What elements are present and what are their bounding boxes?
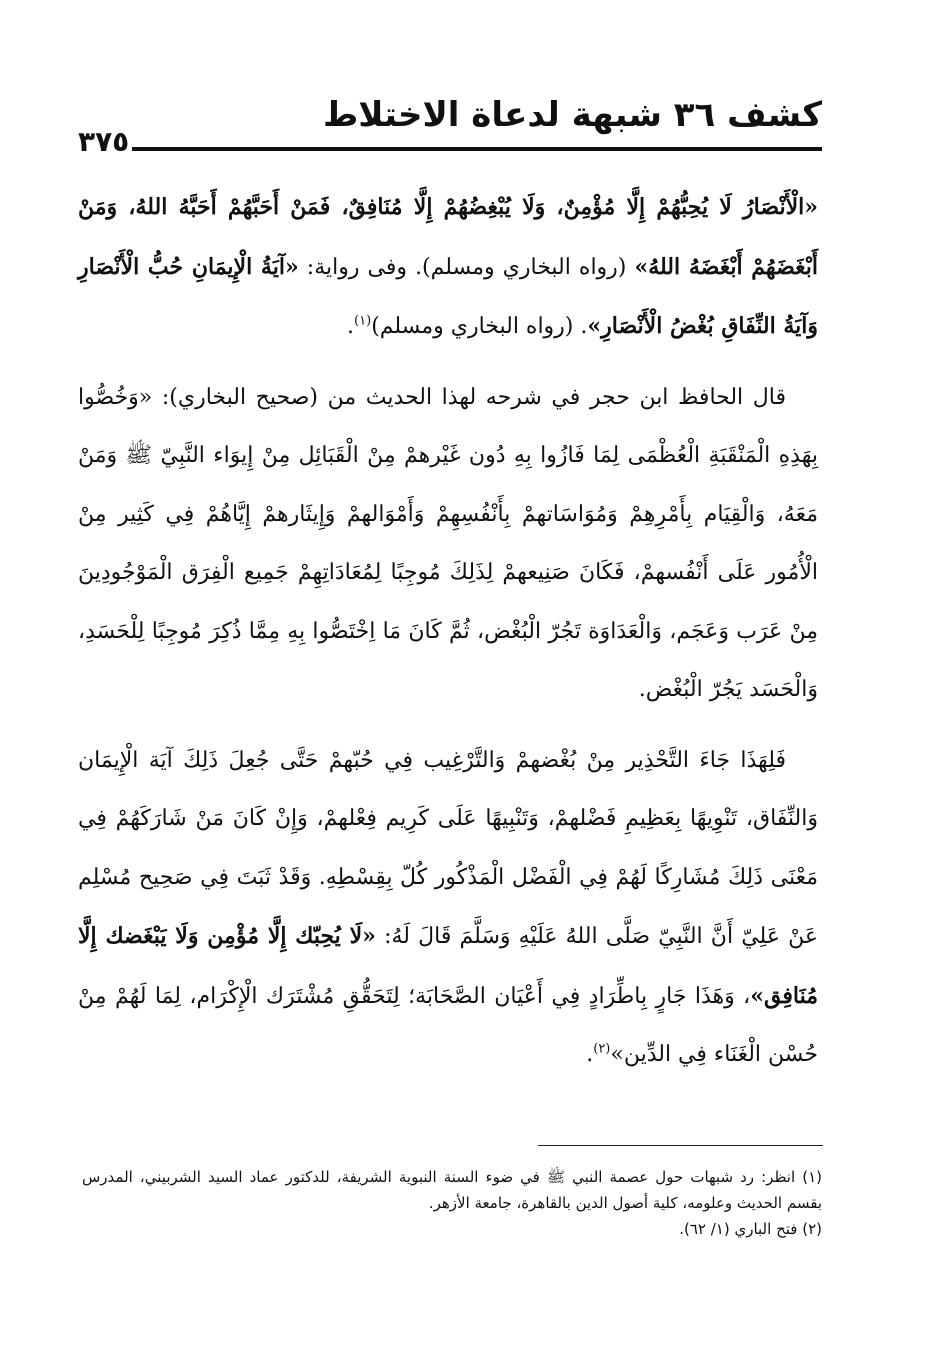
hadith-quote-3: «لَا يُحِبّك إِلَّا مُؤْمِن وَلَا يَبْغَضك إِلَّا مُنَافِق» xyxy=(78,923,818,1009)
main-text xyxy=(78,178,818,1097)
paragraph-1 xyxy=(78,178,818,357)
footnote-ref-1[interactable]: (١) xyxy=(354,313,372,329)
citation-1: (رواه البخاري ومسلم). وفى رواية: xyxy=(298,254,635,280)
footnote-1: (١) انظر: رد شبهات حول عصمة النبي ﷺ في ضوء السنة النبوية الشريفة، للدكتور عماد السيد الشربيني، المدرس بقسم الحديث وعلومه، كلية أصول الدين بالقاهرة، جامعة الأزهر. xyxy=(82,1168,822,1212)
hadith-quote-1: «الْأَنْصَارُ لَا يُحِبُّهُمْ إِلَّا مُؤْمِنٌ، وَلَا يُبْغِضُهُمْ إِلَّا مُنَافِقٌ، فَمَنْ أَحَبَّهُمْ أَحَبَّهُ اللهُ، وَمَنْ أَبْغَضَهُمْ أَبْغَضَهُ اللهُ» xyxy=(78,194,818,280)
footnote-2: (٢) فتح الباري (١/ ٦٢). xyxy=(679,1220,822,1238)
paragraph-3 xyxy=(78,732,818,1085)
paragraph-3-text: فَلِهَذَا جَاءَ التَّحْذِير مِنْ بُغْضهمْ وَالتَّرْغِيب فِي حُبّهمْ حَتَّى جُعِلَ ذَلِكَ آيَة الْإِيمَان وَالنِّفَاق، تَنْوِيهًا بِعَظِيمِ فَضْلهمْ، وَتَنْبِيهًا عَلَى كَرِيم فِعْلهمْ، وَإِنْ كَانَ مَنْ شَارَكَهُمْ فِي مَعْنَى ذَلِكَ مُشَارِكًا لَهُمْ فِي الْفَضْل الْمَذْكُور كُلّ بِقِسْطِهِ. وَقَدْ ثَبَتَ فِي صَحِيح مُسْلِم عَنْ عَلِيّ أَنَّ النَّبِيّ صَلَّى اللهُ عَلَيْهِ وَسَلَّمَ قَالَ لَهُ: xyxy=(78,747,819,949)
paragraph-3-end: . xyxy=(586,1042,594,1067)
page-header xyxy=(70,95,822,158)
hadith-quote-2: «آيَةُ الْإِيمَانِ حُبُّ الْأَنْصَارِ وَآيَةُ النِّفَاقِ بُغْضُ الْأَنْصَارِ» xyxy=(78,253,818,339)
running-title: كشف ٣٦ شبهة لدعاة الاختلاط xyxy=(322,95,822,135)
citation-2: . (رواه البخاري ومسلم) xyxy=(371,314,588,339)
paragraph-1-end: . xyxy=(347,314,355,339)
paragraph-2: قال الحافظ ابن حجر في شرحه لهذا الحديث من (صحيح البخاري): «وَخُصُّوا بِهَذِهِ الْمَنْقَبَةِ الْعُظْمَى لِمَا فَازُوا بِهِ دُون غَيْرهمْ مِنْ الْقَبَائِل مِنْ إِيوَاء النَّبِيّ ﷺ وَمَنْ مَعَهُ، وَالْقِيَام بِأَمْرِهِمْ وَمُوَاسَاتهمْ بِأَنْفُسِهِمْ وَأَمْوَالهمْ وَإِيثَارهمْ إِيَّاهُمْ فِي كَثِير مِنْ الْأُمُور عَلَى أَنْفُسهمْ، فَكَانَ صَنِيعهمْ لِذَلِكَ مُوجِبًا لِمُعَادَاتِهِمْ جَمِيع الْفِرَق الْمَوْجُودِينَ مِنْ عَرَب وَعَجَم، وَالْعَدَاوَة تَجُرّ الْبُغْض، ثُمَّ كَانَ مَا اِخْتَصُّوا بِهِ مِمَّا ذُكِرَ مُوجِبًا لِلْحَسَدِ، وَالْحَسَد يَجُرّ الْبُغْض. xyxy=(78,384,818,702)
footnotes xyxy=(82,1164,822,1242)
page-number: ٣٧٥ xyxy=(78,125,130,158)
footnote-ref-2[interactable]: (٢) xyxy=(593,1041,611,1057)
header-rule xyxy=(132,147,822,151)
footnote-separator xyxy=(538,1145,823,1146)
paragraph-3-continuation: ، وَهَذَا جَارٍ بِاطِّرَادٍ فِي أَعْيَان الصَّحَابَة؛ لِتَحَقُّقِ مُشْتَرَك الْإِكْرَام، لِمَا لَهُمْ مِنْ حُسْن الْغَنَاء فِي الدِّين» xyxy=(78,983,818,1067)
